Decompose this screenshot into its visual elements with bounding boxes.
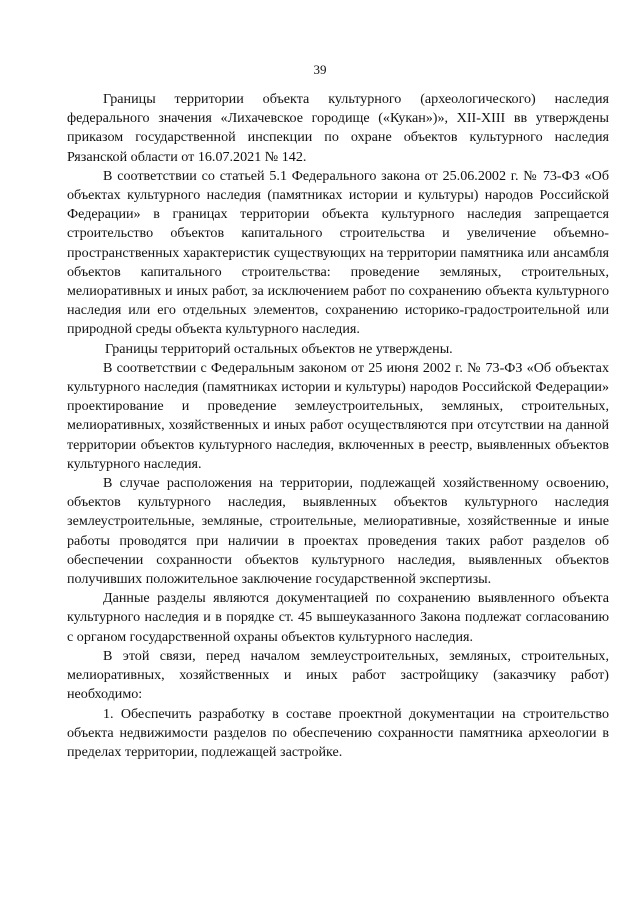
paragraph-federal-law: В соответствии с Федеральным законом от 25 июня 2002 г. № 73-ФЗ «Об объектах культурного наследия (памятниках истории и культуры) народов Российской Федерации» проектирование и проведение землеустроительных, земляных, строительных, мелиоративных, хозяйственных и иных работ осуществляются при отсутствии на данной территории объектов культурного наследия, включенных в реестр, выявленных объектов культурного наследия. [67,359,609,472]
list-item-1: 1. Обеспечить разработку в составе проектной документации на строительство объекта недвижимости разделов по обеспечению сохранности памятника археологии в пределах территории, подлежащей застройке. [67,705,609,760]
document-body [67,90,609,762]
paragraph-article-5-1: В соответствии со статьей 5.1 Федерального закона от 25.06.2002 г. № 73-ФЗ «Об объектах культурного наследия (памятниках истории и культуры) народов Российской Федерации» в границах территории объекта культурного наследия запрещается строительство объектов капитального строительства и увеличение объемно-пространственных характеристик существующих на территории памятника или ансамбля объектов капитального строительства: проведение земляных, строительных, мелиоративных и иных работ, за исключением работ по сохранению объекта культурного наследия или его отдельных элементов, сохранению историко-градостроительной или природной среды объекта культурного наследия. [67,167,609,338]
paragraph-other-objects: Границы территорий остальных объектов не утверждены. [105,340,453,357]
paragraph-documentation-sections: Данные разделы являются документацией по сохранению выявленного объекта культурного наследия и в порядке ст. 45 вышеуказанного Закона подлежат согласованию с органом государственной охраны объектов культурного наследия. [67,590,609,645]
paragraph-territory-boundaries: Границы территории объекта культурного (археологического) наследия федерального значения «Лихачевское городище («Кукан»)», XII-XIII вв утверждены приказом государственной инспекции по охране объектов культурного наследия Рязанской области от 16.07.2021 № 142. [67,91,609,165]
paragraph-developer-requirements: В этой связи, перед началом землеустроительных, земляных, строительных, мелиоративных, хозяйственных и иных работ застройщику (заказчику работ) необходимо: [67,647,609,703]
page-number: 39 [313,62,327,77]
paragraph-economic-development: В случае расположения на территории, подлежащей хозяйственному освоению, объектов культурного наследия, выявленных объектов культурного наследия землеустроительные, земляные, строительные, мелиоративные, хозяйственные и иные работы проводятся при наличии в проектах проведения таких работ разделов об обеспечении сохранности объектов культурного наследия, выявленных объектов получивших положительное заключение государственной экспертизы. [67,475,609,588]
